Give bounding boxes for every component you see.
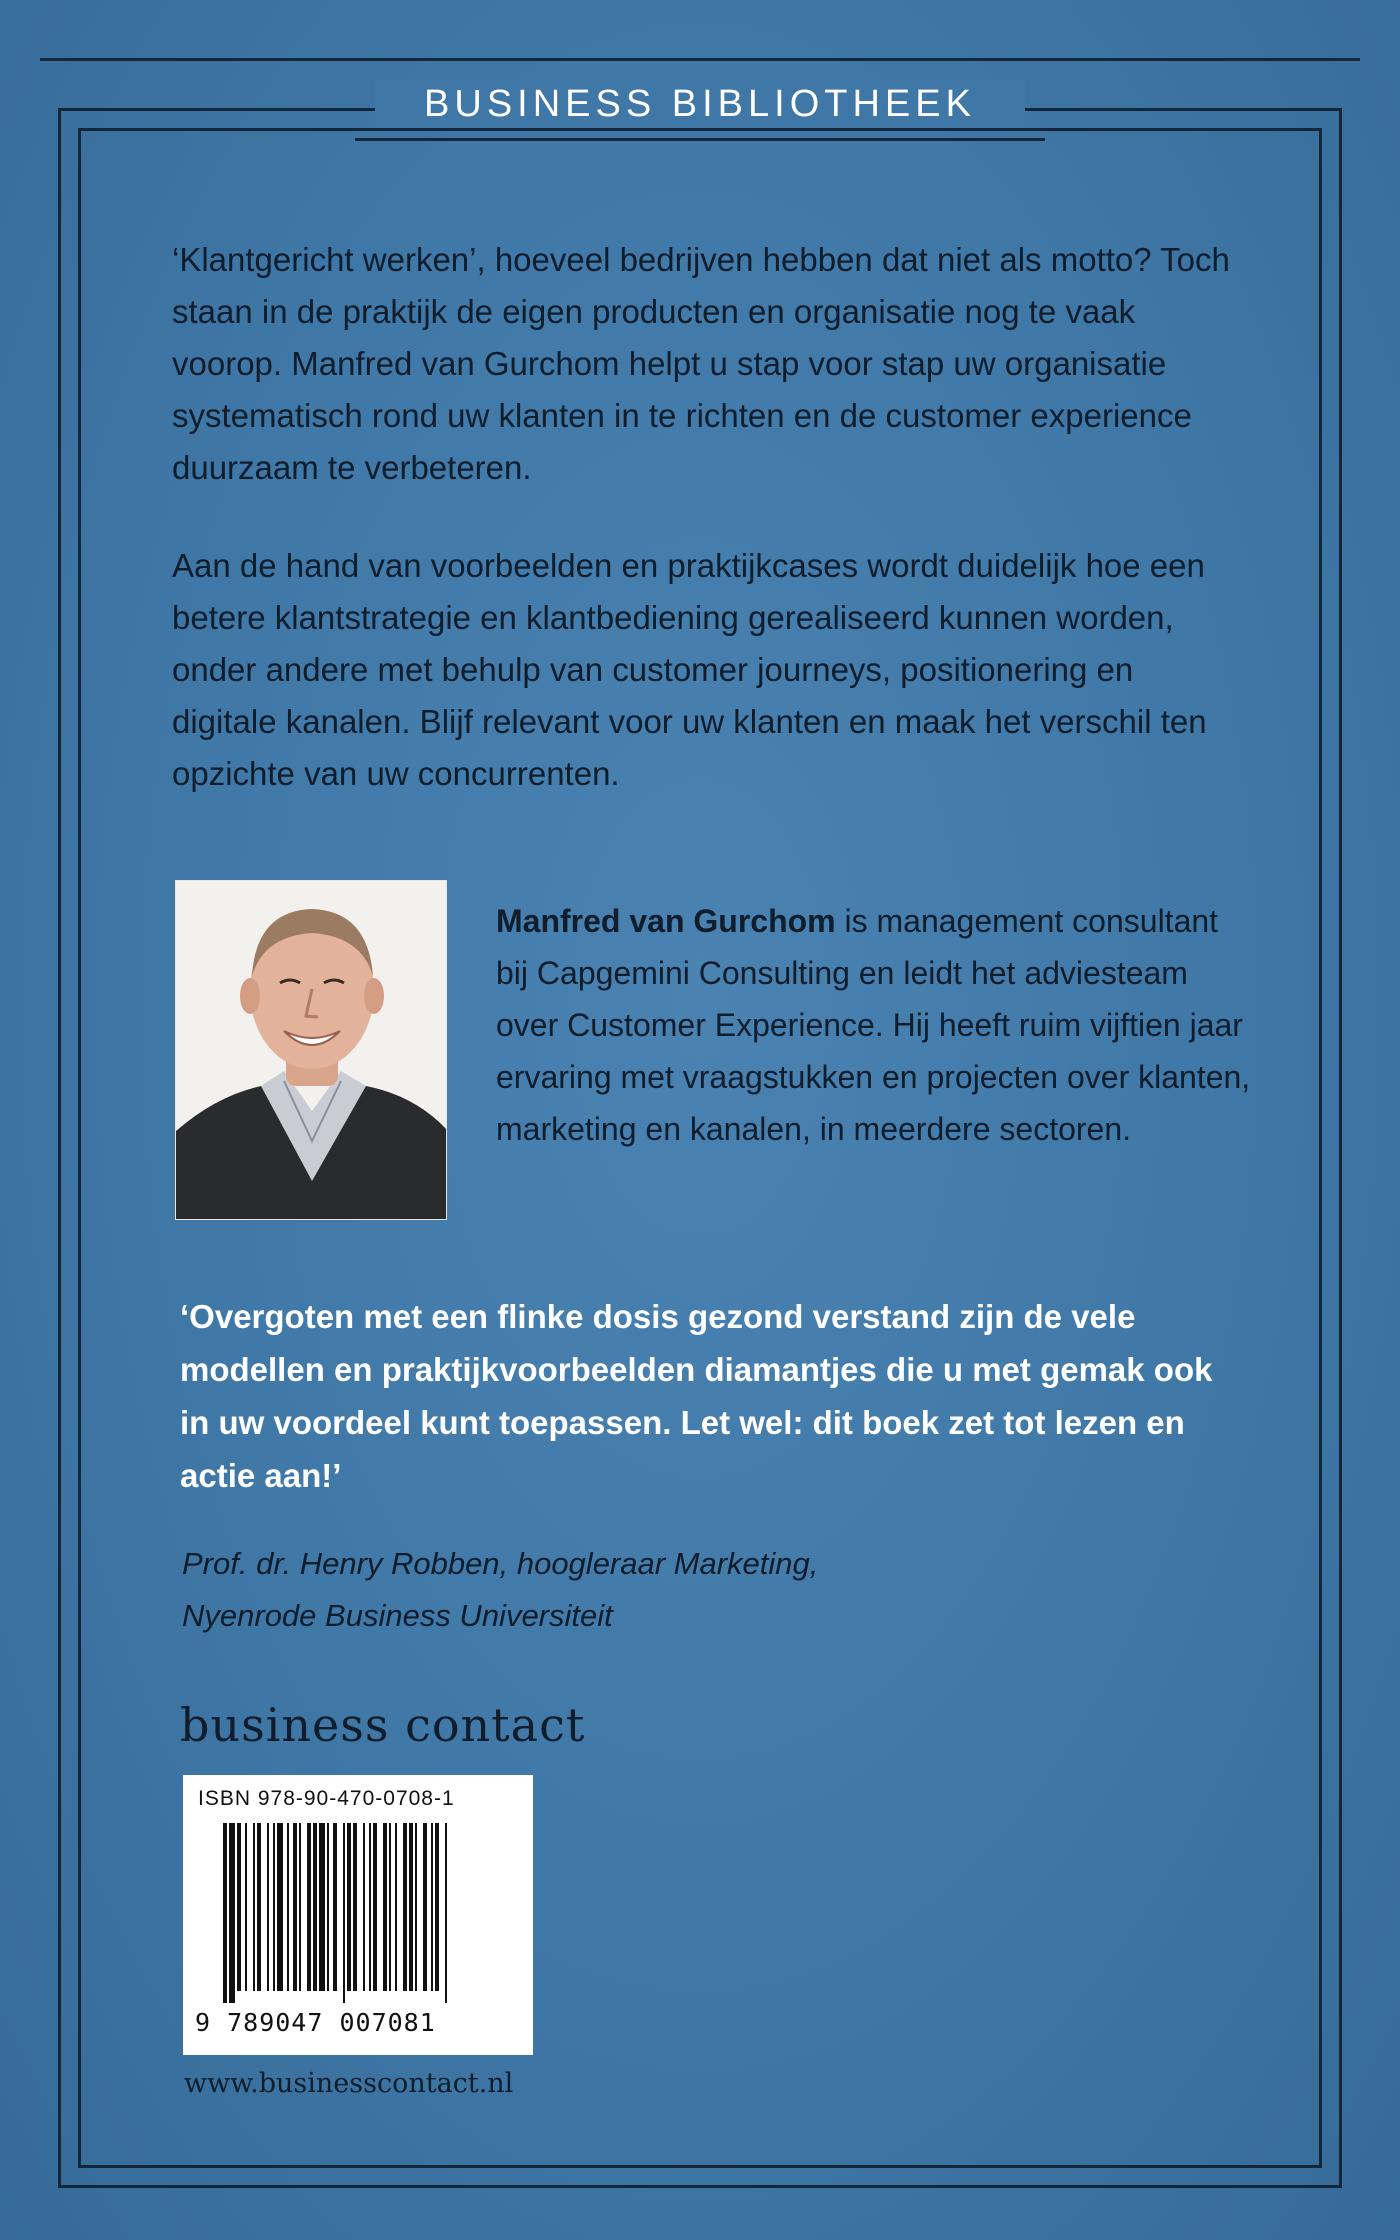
attribution-line-2: Nyenrode Business Universiteit: [182, 1598, 613, 1633]
publisher-logo: business contact: [180, 1698, 586, 1752]
barcode-bar: [383, 1823, 387, 1991]
barcode-bar: [277, 1823, 283, 1991]
blurb-paragraph-1: ‘Klantgericht werken’, hoeveel bedrijven hebben dat niet als motto? Toch staan in de praktijk de eigen producten en organisatie nog te vaak voorop. Manfred van Gurchom helpt u stap voor stap uw organisatie systematisch rond uw klanten in te richten en de customer experience duurzaam te verbeteren.: [172, 241, 1230, 486]
barcode-bar: [369, 1823, 371, 1991]
barcode-bar: [395, 1823, 397, 1991]
barcode-bar: [347, 1823, 351, 1991]
series-title: BUSINESS BIBLIOTHEEK: [375, 80, 1025, 128]
barcode-bar: [307, 1823, 311, 1991]
author-bio: [496, 895, 1256, 1155]
barcode-bar: [353, 1823, 357, 1991]
publisher-url: www.businesscontact.nl: [184, 2068, 514, 2099]
barcode-bar: [363, 1823, 365, 1991]
barcode-bar: [403, 1823, 407, 1991]
barcode-bar: [445, 1823, 447, 2003]
barcode-bar: [299, 1823, 301, 1991]
barcode-bar: [287, 1823, 289, 1991]
barcode-bar: [267, 1823, 269, 1991]
barcode-bar: [327, 1823, 329, 1991]
barcode-bar: [431, 1823, 433, 1991]
barcode-bar: [313, 1823, 317, 1991]
barcode-bar: [435, 1823, 439, 1991]
barcode-bar: [273, 1823, 275, 1991]
author-bio-text: is management consultant bij Capgemini Consulting en leidt het adviesteam over Customer Experience. Hij heeft ruim vijftien jaar ervaring met vraagstukken en projecten over klanten, marketing en kanalen, in meerdere sectoren.: [496, 903, 1251, 1147]
barcode-bar: [229, 1823, 235, 2003]
barcode-bar: [423, 1823, 427, 1991]
attribution-line-1: Prof. dr. Henry Robben, hoogleraar Marketing,: [182, 1546, 819, 1581]
author-photo: [175, 880, 447, 1220]
barcode-bar: [257, 1823, 261, 1991]
quote-attribution: [182, 1538, 1082, 1642]
barcode-bar: [389, 1823, 391, 1991]
barcode-bar: [237, 1823, 241, 1991]
barcode-bar: [293, 1823, 297, 1991]
barcode-bar: [415, 1823, 417, 1991]
barcode-bar: [223, 1823, 227, 2003]
tab-rule: [355, 138, 1045, 141]
barcode-bar: [253, 1823, 255, 1991]
top-rule: [40, 58, 1360, 61]
author-name: Manfred van Gurchom: [496, 903, 836, 939]
barcode-bar: [333, 1823, 337, 1991]
isbn-number: ISBN 978-90-470-0708-1: [198, 1787, 455, 1810]
barcode-label: [183, 1775, 533, 2055]
ean-digits: 9 789047 007081: [195, 2008, 436, 2037]
barcode-bar: [319, 1823, 325, 1991]
barcode-bar: [343, 1823, 345, 2003]
barcode-bars: [223, 1823, 493, 2003]
barcode-bar: [373, 1823, 377, 1991]
blurb-paragraph-2: Aan de hand van voorbeelden en praktijkcases wordt duidelijk hoe een betere klantstrategie en klantbediening gerealiseerd kunnen worden, onder andere met behulp van customer journeys, positionering en digitale kanalen. Blijf relevant voor uw klanten en maak het verschil ten opzichte van uw concurrenten.: [172, 547, 1207, 792]
barcode-bar: [245, 1823, 247, 1991]
barcode-bar: [409, 1823, 413, 1991]
endorsement-quote: ‘Overgoten met een flinke dosis gezond verstand zijn de vele modellen en praktijkvoorbeelden diamantjes die u met gemak ook in uw voordeel kunt toepassen. Let wel: dit boek zet tot lezen en actie aan!’: [180, 1298, 1213, 1494]
